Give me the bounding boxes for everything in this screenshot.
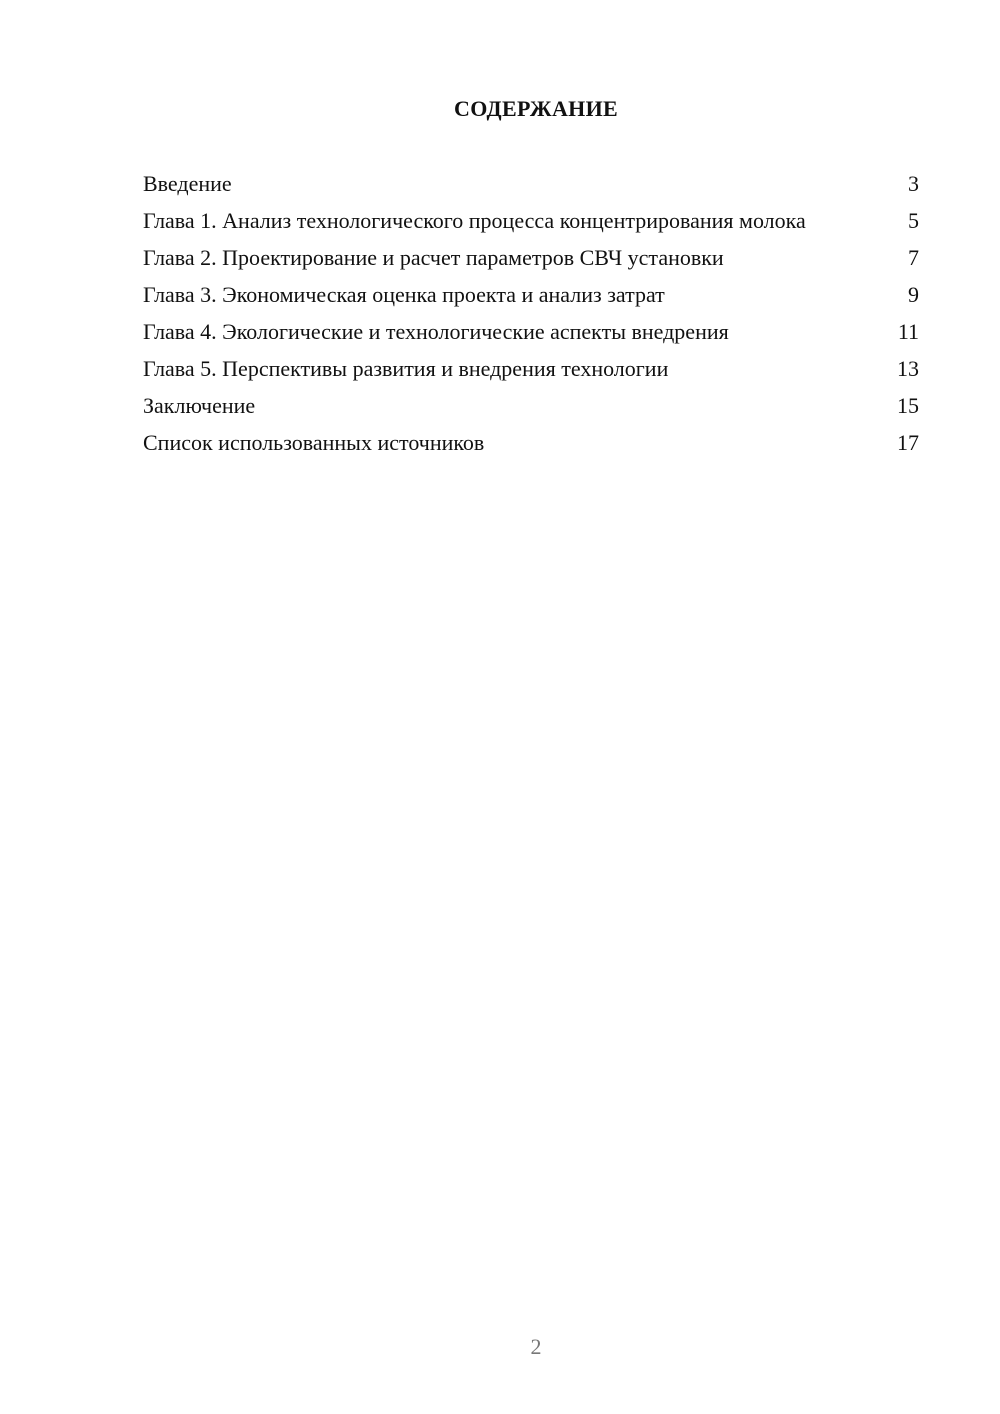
toc-entry-conclusion[interactable]: [143, 392, 919, 419]
toc-entry-label: Введение: [143, 171, 232, 196]
toc-entry-label: Заключение: [143, 393, 256, 418]
toc-entry-label: Глава 5. Перспективы развития и внедрения технологии: [143, 356, 669, 381]
toc-entry-chapter-4[interactable]: [143, 318, 919, 345]
toc-entry-page-number: 13: [897, 356, 919, 381]
page-number-footer: 2: [530, 1334, 542, 1359]
toc-entry-chapter-2[interactable]: [143, 244, 919, 271]
toc-entry-chapter-3[interactable]: [143, 281, 919, 308]
toc-entry-label: Глава 1. Анализ технологического процесса концентрирования молока: [143, 208, 806, 233]
toc-entry-page-number: 11: [897, 319, 919, 344]
toc-entry-page-number: 7: [908, 245, 919, 270]
toc-entry-label: Список использованных источников: [143, 430, 485, 455]
toc-entry-label: Глава 2. Проектирование и расчет параметров СВЧ установки: [143, 245, 724, 270]
toc-entry-page-number: 9: [908, 282, 919, 307]
toc-entry-chapter-1[interactable]: [143, 207, 919, 234]
toc-entry-page-number: 3: [908, 171, 919, 196]
toc-entry-label: Глава 3. Экономическая оценка проекта и анализ затрат: [143, 282, 665, 307]
table-of-contents: [143, 170, 919, 466]
page-title: СОДЕРЖАНИЕ: [454, 96, 618, 121]
toc-entry-page-number: 15: [897, 393, 919, 418]
toc-entry-references[interactable]: [143, 429, 919, 456]
toc-entry-page-number: 17: [897, 430, 919, 455]
toc-entry-label: Глава 4. Экологические и технологические аспекты внедрения: [143, 319, 729, 344]
toc-entry-chapter-5[interactable]: [143, 355, 919, 382]
toc-entry-page-number: 5: [908, 208, 919, 233]
toc-entry-introduction[interactable]: [143, 170, 919, 197]
